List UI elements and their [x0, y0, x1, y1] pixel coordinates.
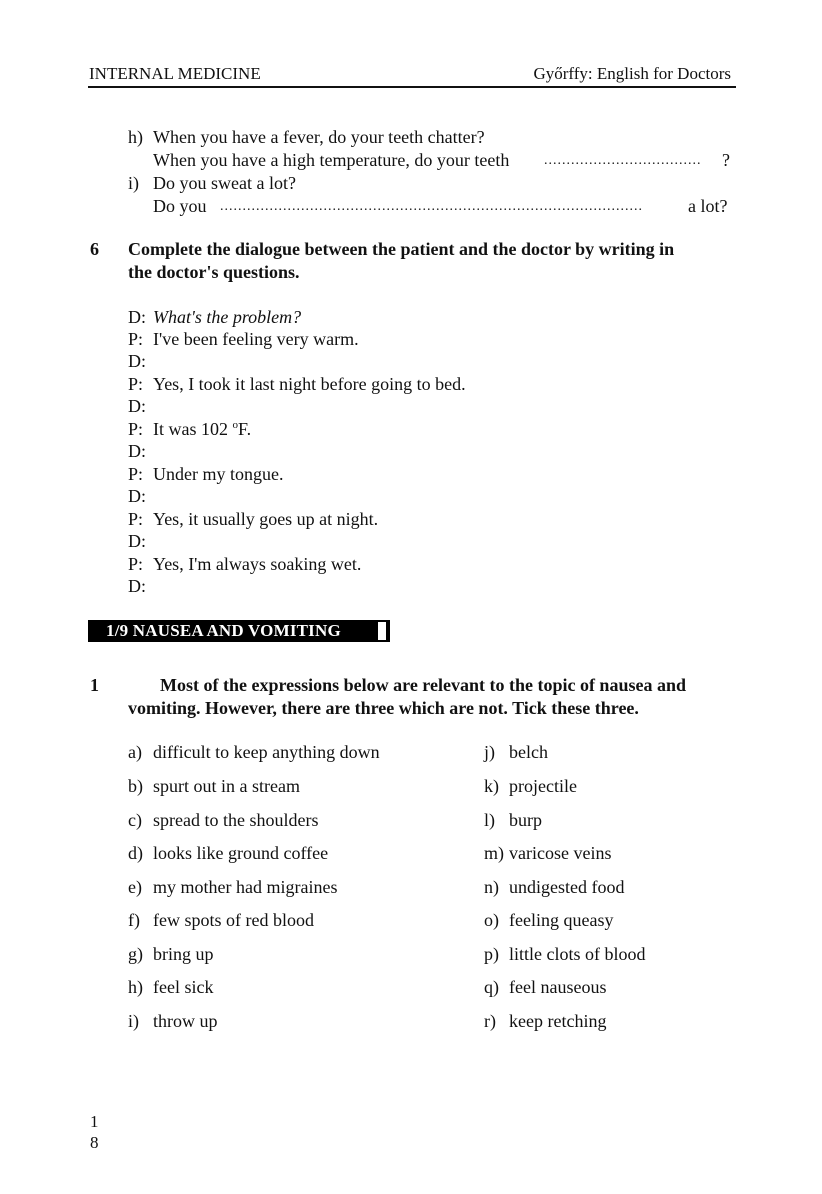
item-h-question-1: When you have a fever, do your teeth chatter? — [153, 127, 485, 147]
list-item-label: e) — [128, 877, 142, 897]
list-item-label: p) — [484, 944, 499, 964]
header-rule — [88, 86, 736, 88]
list-item: spread to the shoulders — [153, 810, 319, 830]
item-i-question-2: Do you — [153, 196, 207, 216]
list-item: few spots of red blood — [153, 910, 314, 930]
list-item-label: d) — [128, 843, 143, 863]
list-item: bring up — [153, 944, 214, 964]
exercise-1-instruction-line-1: Most of the expressions below are relevant to the topic of nausea and — [160, 675, 686, 695]
list-item: my mother had migraines — [153, 877, 338, 897]
item-i-question-1: Do you sweat a lot? — [153, 173, 296, 193]
dialogue-line: Yes, I took it last night before going to bed. — [153, 374, 466, 394]
item-i-label: i) — [128, 173, 139, 193]
section-title: 1/9 NAUSEA AND VOMITING — [106, 621, 341, 640]
dialogue-speaker: P: — [128, 509, 144, 529]
list-item-label: a) — [128, 742, 142, 762]
degree-mark: o — [232, 419, 238, 431]
running-header-right: Győrffy: English for Doctors — [533, 64, 731, 83]
list-item: little clots of blood — [509, 944, 646, 964]
list-item: varicose veins — [509, 843, 612, 863]
list-item-label: h) — [128, 977, 143, 997]
list-item: undigested food — [509, 877, 625, 897]
exercise-1-number: 1 — [90, 675, 99, 695]
list-item: feeling queasy — [509, 910, 614, 930]
banner-notch — [378, 622, 386, 640]
list-item: feel sick — [153, 977, 214, 997]
list-item: burp — [509, 810, 542, 830]
list-item-label: k) — [484, 776, 499, 796]
list-item-label: c) — [128, 810, 142, 830]
list-item-label: q) — [484, 977, 499, 997]
list-item-label: n) — [484, 877, 499, 897]
dialogue-speaker: P: — [128, 329, 144, 349]
item-h-label: h) — [128, 127, 143, 147]
running-header-left: INTERNAL MEDICINE — [89, 64, 261, 83]
dialogue-line: Yes, it usually goes up at night. — [153, 509, 379, 529]
list-item-label: m) — [484, 843, 504, 863]
list-item: looks like ground coffee — [153, 843, 329, 863]
exercise-6-number: 6 — [90, 239, 99, 259]
list-item-label: f) — [128, 910, 140, 930]
item-i-blank: .............................................................................................. — [220, 199, 643, 214]
exercise-6-instruction-line-1: Complete the dialogue between the patient and the doctor by writing in — [128, 239, 675, 259]
list-item-label: b) — [128, 776, 143, 796]
list-item-label: r) — [484, 1011, 496, 1031]
page-number-line-1: 1 — [90, 1112, 99, 1131]
dialogue-line: Yes, I'm always soaking wet. — [153, 554, 362, 574]
dialogue-speaker: D: — [128, 531, 146, 551]
exercise-1-instruction-line-2: vomiting. However, there are three which are not. Tick these three. — [128, 698, 639, 718]
dialogue-line: I've been feeling very warm. — [153, 329, 359, 349]
dialogue-speaker: D: — [128, 351, 146, 371]
list-item-label: j) — [484, 742, 495, 762]
item-h-blank: ................................... — [544, 153, 702, 168]
dialogue-speaker: D: — [128, 396, 146, 416]
list-item-label: i) — [128, 1011, 139, 1031]
list-item: projectile — [509, 776, 577, 796]
dialogue-speaker: D: — [128, 307, 146, 327]
list-item: keep retching — [509, 1011, 607, 1031]
dialogue-speaker: P: — [128, 374, 144, 394]
dialogue-speaker: D: — [128, 486, 146, 506]
item-h-question-2: When you have a high temperature, do your teeth — [153, 150, 510, 170]
temperature-unit: F. — [238, 419, 252, 439]
exercise-6-instruction-line-2: the doctor's questions. — [128, 262, 300, 282]
list-item-label: o) — [484, 910, 499, 930]
list-item: spurt out in a stream — [153, 776, 300, 796]
dialogue-speaker: D: — [128, 576, 146, 596]
dialogue-speaker: P: — [128, 464, 144, 484]
list-item-label: g) — [128, 944, 143, 964]
list-item: belch — [509, 742, 548, 762]
list-item: throw up — [153, 1011, 218, 1031]
list-item: difficult to keep anything down — [153, 742, 380, 762]
item-i-end: a lot? — [688, 196, 728, 216]
dialogue-speaker: P: — [128, 554, 144, 574]
section-banner — [88, 620, 390, 642]
dialogue-line: What's the problem? — [153, 307, 302, 327]
dialogue-speaker: P: — [128, 419, 144, 439]
dialogue-line: Under my tongue. — [153, 464, 284, 484]
page-number-line-2: 8 — [90, 1133, 99, 1152]
dialogue-line — [153, 419, 251, 440]
temperature-value: It was 102 — [153, 419, 228, 439]
item-h-end: ? — [722, 150, 730, 170]
dialogue-speaker: D: — [128, 441, 146, 461]
list-item: feel nauseous — [509, 977, 607, 997]
list-item-label: l) — [484, 810, 495, 830]
